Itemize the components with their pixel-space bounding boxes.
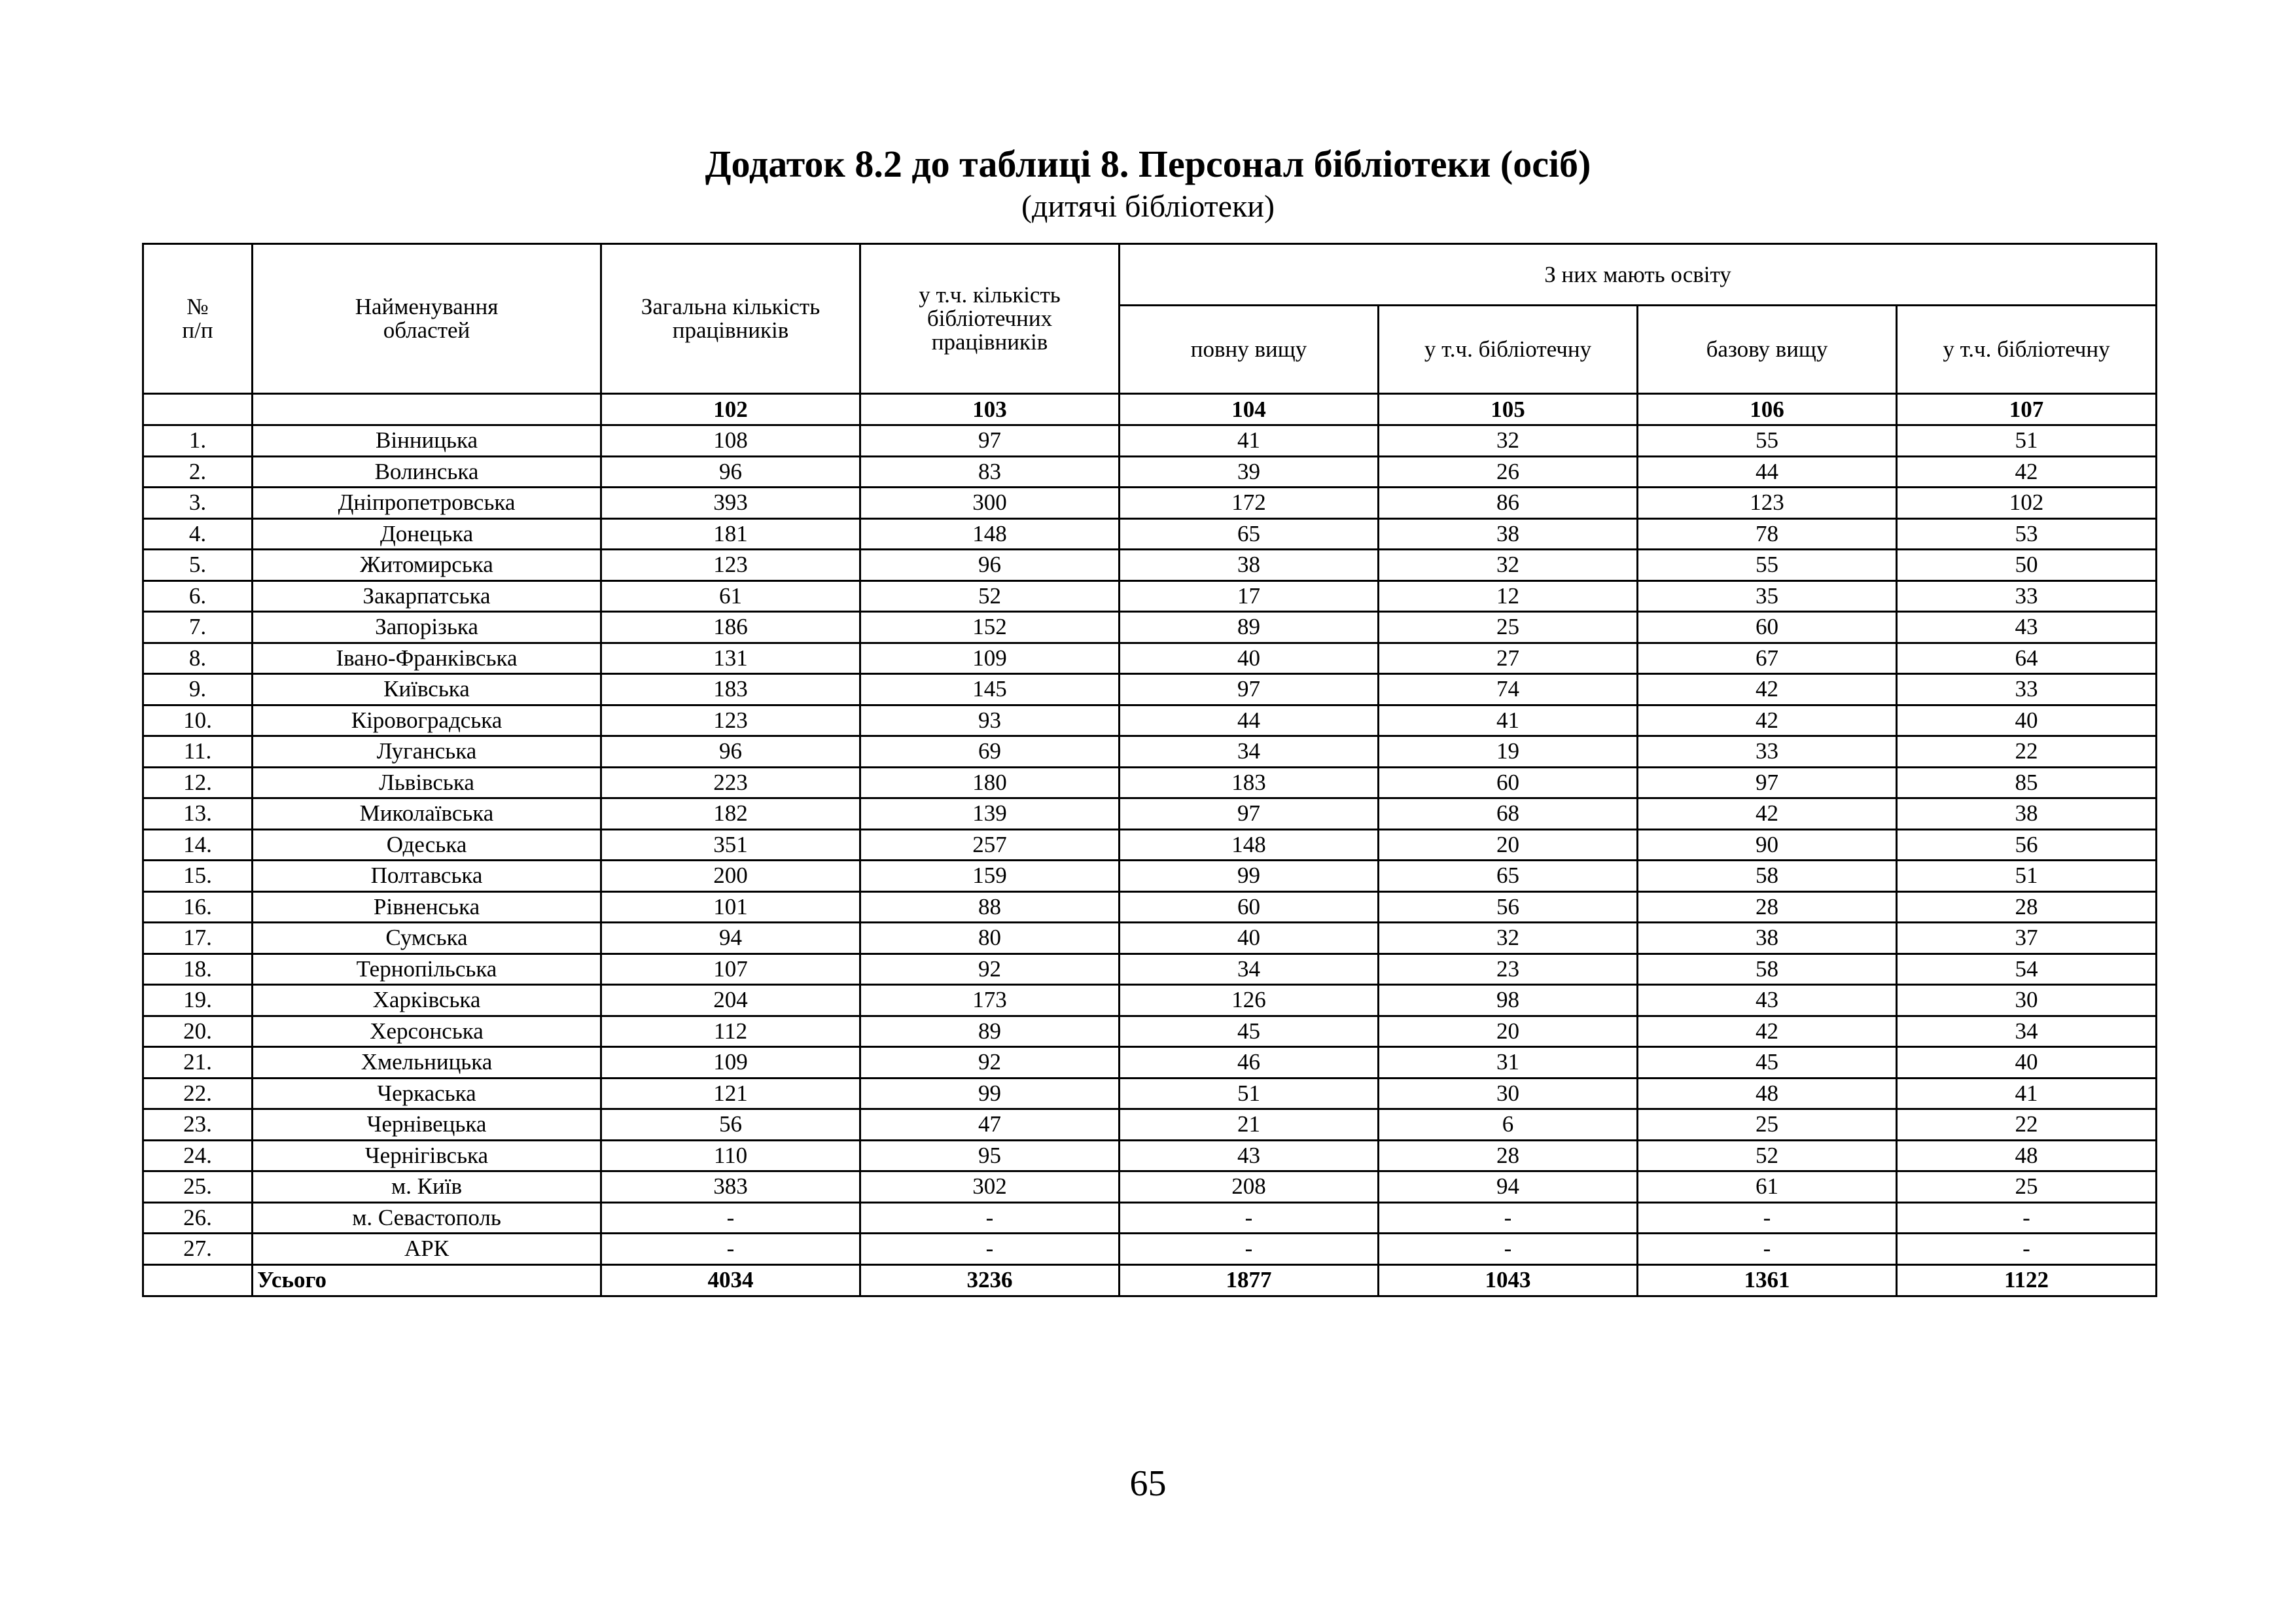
value-cell: 22 [1897, 736, 2157, 768]
table-row [143, 674, 2157, 705]
value-cell: 93 [860, 705, 1120, 736]
table-row [143, 612, 2157, 643]
region-name: Миколаївська [253, 798, 601, 830]
total-value-cell: 1122 [1897, 1264, 2157, 1296]
header-basic-higher: базову вищу [1638, 306, 1897, 394]
value-cell: 96 [601, 456, 860, 488]
value-cell: 80 [860, 923, 1120, 954]
value-cell: 74 [1379, 674, 1638, 705]
value-cell: 22 [1897, 1109, 2157, 1141]
column-code: 105 [1379, 394, 1638, 425]
value-cell: 148 [860, 518, 1120, 550]
page-number: 65 [1129, 1463, 1167, 1504]
value-cell: 92 [860, 1047, 1120, 1079]
header-full-higher: повну вищу [1120, 306, 1379, 394]
value-cell: - [1897, 1234, 2157, 1265]
value-cell: - [1638, 1202, 1897, 1234]
value-cell: 94 [1379, 1171, 1638, 1203]
table-row [143, 488, 2157, 519]
region-name: Черкаська [253, 1078, 601, 1109]
value-cell: 40 [1120, 923, 1379, 954]
row-number: 13. [143, 798, 253, 830]
value-cell: 32 [1379, 550, 1638, 581]
value-cell: 20 [1379, 1016, 1638, 1047]
total-label: Усього [253, 1264, 601, 1296]
value-cell: 223 [601, 767, 860, 798]
total-value-cell: 1877 [1120, 1264, 1379, 1296]
table-row [143, 456, 2157, 488]
value-cell: 88 [860, 891, 1120, 923]
value-cell: 200 [601, 861, 860, 892]
value-cell: 12 [1379, 580, 1638, 612]
value-cell: 64 [1897, 643, 2157, 674]
value-cell: 183 [1120, 767, 1379, 798]
value-cell: 40 [1120, 643, 1379, 674]
header-total-staff [601, 244, 860, 394]
region-name: Київська [253, 674, 601, 705]
value-cell: 69 [860, 736, 1120, 768]
row-number: 22. [143, 1078, 253, 1109]
value-cell: 48 [1638, 1078, 1897, 1109]
column-code: 103 [860, 394, 1120, 425]
header-full-higher-library: у т.ч. бібліотечну [1379, 306, 1638, 394]
table-row [143, 1234, 2157, 1265]
column-code-row [143, 394, 2157, 425]
header-library-staff-line-1: у т.ч. кількість [919, 282, 1061, 308]
table-row [143, 985, 2157, 1016]
region-name: Запорізька [253, 612, 601, 643]
value-cell: 98 [1379, 985, 1638, 1016]
value-cell: 95 [860, 1140, 1120, 1171]
code-cell-blank [253, 394, 601, 425]
value-cell: 19 [1379, 736, 1638, 768]
value-cell: 257 [860, 829, 1120, 861]
value-cell: 181 [601, 518, 860, 550]
region-name: АРК [253, 1234, 601, 1265]
value-cell: - [601, 1234, 860, 1265]
table-row [143, 1171, 2157, 1203]
value-cell: 42 [1897, 456, 2157, 488]
value-cell: 172 [1120, 488, 1379, 519]
value-cell: 183 [601, 674, 860, 705]
value-cell: 35 [1638, 580, 1897, 612]
value-cell: 97 [860, 425, 1120, 457]
row-number: 14. [143, 829, 253, 861]
table-row [143, 891, 2157, 923]
value-cell: 83 [860, 456, 1120, 488]
value-cell: 56 [1379, 891, 1638, 923]
header-num-line-1: № [186, 294, 209, 319]
value-cell: 123 [601, 705, 860, 736]
value-cell: 61 [1638, 1171, 1897, 1203]
value-cell: 96 [601, 736, 860, 768]
value-cell: 44 [1120, 705, 1379, 736]
value-cell: 32 [1379, 923, 1638, 954]
value-cell: 159 [860, 861, 1120, 892]
value-cell: 55 [1638, 550, 1897, 581]
value-cell: 41 [1897, 1078, 2157, 1109]
value-cell: 89 [860, 1016, 1120, 1047]
header-library-staff-line-3: працівників [931, 329, 1048, 355]
region-name: Чернігівська [253, 1140, 601, 1171]
value-cell: 6 [1379, 1109, 1638, 1141]
value-cell: 112 [601, 1016, 860, 1047]
value-cell: 20 [1379, 829, 1638, 861]
row-number: 25. [143, 1171, 253, 1203]
header-education-group: З них мають освіту [1120, 244, 2157, 306]
table-header [143, 244, 2157, 425]
column-code: 104 [1120, 394, 1379, 425]
value-cell: 41 [1379, 705, 1638, 736]
value-cell: - [860, 1202, 1120, 1234]
value-cell: 42 [1638, 705, 1897, 736]
table-row [143, 518, 2157, 550]
value-cell: 38 [1120, 550, 1379, 581]
value-cell: 34 [1897, 1016, 2157, 1047]
value-cell: 58 [1638, 861, 1897, 892]
value-cell: 102 [1897, 488, 2157, 519]
region-name: Сумська [253, 923, 601, 954]
region-name: Хмельницька [253, 1047, 601, 1079]
value-cell: 38 [1897, 798, 2157, 830]
value-cell: 86 [1379, 488, 1638, 519]
region-name: Тернопільська [253, 954, 601, 985]
table-row [143, 643, 2157, 674]
value-cell: 148 [1120, 829, 1379, 861]
value-cell: 97 [1120, 798, 1379, 830]
row-number: 4. [143, 518, 253, 550]
value-cell: 38 [1379, 518, 1638, 550]
value-cell: 48 [1897, 1140, 2157, 1171]
value-cell: 61 [601, 580, 860, 612]
table-row [143, 550, 2157, 581]
value-cell: 28 [1638, 891, 1897, 923]
column-code: 102 [601, 394, 860, 425]
table-row [143, 861, 2157, 892]
value-cell: 31 [1379, 1047, 1638, 1079]
value-cell: 43 [1638, 985, 1897, 1016]
value-cell: 60 [1120, 891, 1379, 923]
value-cell: 145 [860, 674, 1120, 705]
value-cell: 42 [1638, 1016, 1897, 1047]
value-cell: 67 [1638, 643, 1897, 674]
row-number: 3. [143, 488, 253, 519]
value-cell: 180 [860, 767, 1120, 798]
value-cell: 27 [1379, 643, 1638, 674]
value-cell: 123 [1638, 488, 1897, 519]
region-name: Одеська [253, 829, 601, 861]
value-cell: 96 [860, 550, 1120, 581]
value-cell: 92 [860, 954, 1120, 985]
value-cell: 186 [601, 612, 860, 643]
total-value-cell: 1361 [1638, 1264, 1897, 1296]
table-row [143, 798, 2157, 830]
value-cell: 101 [601, 891, 860, 923]
region-name: Харківська [253, 985, 601, 1016]
value-cell: 54 [1897, 954, 2157, 985]
value-cell: 131 [601, 643, 860, 674]
value-cell: 65 [1120, 518, 1379, 550]
total-value-cell: 1043 [1379, 1264, 1638, 1296]
value-cell: 30 [1897, 985, 2157, 1016]
row-number: 17. [143, 923, 253, 954]
region-name: Полтавська [253, 861, 601, 892]
value-cell: 182 [601, 798, 860, 830]
region-name: Чернівецька [253, 1109, 601, 1141]
page-title: Додаток 8.2 до таблиці 8. Персонал бібліотеки (осіб) [705, 143, 1591, 185]
table-row [143, 425, 2157, 457]
region-name: Дніпропетровська [253, 488, 601, 519]
value-cell: 90 [1638, 829, 1897, 861]
value-cell: - [1120, 1234, 1379, 1265]
value-cell: 302 [860, 1171, 1120, 1203]
value-cell: 351 [601, 829, 860, 861]
region-name: Кіровоградська [253, 705, 601, 736]
table-row [143, 736, 2157, 768]
total-row-number-blank [143, 1264, 253, 1296]
page-subtitle: (дитячі бібліотеки) [1021, 189, 1275, 224]
value-cell: 139 [860, 798, 1120, 830]
value-cell: 97 [1638, 767, 1897, 798]
value-cell: 44 [1638, 456, 1897, 488]
value-cell: 60 [1638, 612, 1897, 643]
total-value-cell: 3236 [860, 1264, 1120, 1296]
value-cell: 26 [1379, 456, 1638, 488]
value-cell: 32 [1379, 425, 1638, 457]
value-cell: 51 [1897, 861, 2157, 892]
total-value-cell: 4034 [601, 1264, 860, 1296]
value-cell: 28 [1897, 891, 2157, 923]
value-cell: - [1638, 1234, 1897, 1265]
row-number: 16. [143, 891, 253, 923]
value-cell: 43 [1120, 1140, 1379, 1171]
value-cell: 58 [1638, 954, 1897, 985]
value-cell: 60 [1379, 767, 1638, 798]
header-total-staff-line-1: Загальна кількість [641, 294, 821, 319]
value-cell: 393 [601, 488, 860, 519]
header-library-staff [860, 244, 1120, 394]
value-cell: 42 [1638, 674, 1897, 705]
region-name: Житомирська [253, 550, 601, 581]
value-cell: 50 [1897, 550, 2157, 581]
value-cell: 300 [860, 488, 1120, 519]
value-cell: 34 [1120, 954, 1379, 985]
table-row [143, 1047, 2157, 1079]
row-number: 15. [143, 861, 253, 892]
value-cell: 28 [1379, 1140, 1638, 1171]
value-cell: 56 [1897, 829, 2157, 861]
region-name: Львівська [253, 767, 601, 798]
value-cell: 85 [1897, 767, 2157, 798]
row-number: 6. [143, 580, 253, 612]
value-cell: - [1897, 1202, 2157, 1234]
value-cell: 68 [1379, 798, 1638, 830]
value-cell: 65 [1379, 861, 1638, 892]
value-cell: 109 [601, 1047, 860, 1079]
value-cell: 94 [601, 923, 860, 954]
value-cell: 53 [1897, 518, 2157, 550]
table-row [143, 829, 2157, 861]
value-cell: 152 [860, 612, 1120, 643]
value-cell: - [1379, 1234, 1638, 1265]
value-cell: 56 [601, 1109, 860, 1141]
value-cell: 34 [1120, 736, 1379, 768]
table-row [143, 1078, 2157, 1109]
row-number: 27. [143, 1234, 253, 1265]
value-cell: 89 [1120, 612, 1379, 643]
value-cell: 208 [1120, 1171, 1379, 1203]
value-cell: 173 [860, 985, 1120, 1016]
table-row [143, 1140, 2157, 1171]
value-cell: - [1120, 1202, 1379, 1234]
region-name: Вінницька [253, 425, 601, 457]
row-number: 9. [143, 674, 253, 705]
value-cell: 17 [1120, 580, 1379, 612]
row-number: 10. [143, 705, 253, 736]
value-cell: 23 [1379, 954, 1638, 985]
value-cell: 97 [1120, 674, 1379, 705]
row-number: 18. [143, 954, 253, 985]
row-number: 26. [143, 1202, 253, 1234]
value-cell: 204 [601, 985, 860, 1016]
row-number: 19. [143, 985, 253, 1016]
column-code: 106 [1638, 394, 1897, 425]
value-cell: 123 [601, 550, 860, 581]
value-cell: 126 [1120, 985, 1379, 1016]
value-cell: - [1379, 1202, 1638, 1234]
value-cell: 42 [1638, 798, 1897, 830]
value-cell: 45 [1638, 1047, 1897, 1079]
row-number: 23. [143, 1109, 253, 1141]
code-cell-blank [143, 394, 253, 425]
table-row [143, 767, 2157, 798]
table-row [143, 1202, 2157, 1234]
table-row [143, 580, 2157, 612]
row-number: 1. [143, 425, 253, 457]
header-region-line-2: областей [383, 317, 470, 343]
value-cell: 40 [1897, 705, 2157, 736]
header-basic-higher-library: у т.ч. бібліотечну [1897, 306, 2157, 394]
row-number: 5. [143, 550, 253, 581]
row-number: 21. [143, 1047, 253, 1079]
value-cell: 41 [1120, 425, 1379, 457]
header-library-staff-line-2: бібліотечних [927, 306, 1053, 331]
value-cell: 99 [860, 1078, 1120, 1109]
region-name: Херсонська [253, 1016, 601, 1047]
region-name: Донецька [253, 518, 601, 550]
header-region-line-1: Найменування [355, 294, 499, 319]
region-name: Луганська [253, 736, 601, 768]
value-cell: 108 [601, 425, 860, 457]
value-cell: 30 [1379, 1078, 1638, 1109]
value-cell: 33 [1638, 736, 1897, 768]
table-row [143, 1016, 2157, 1047]
value-cell: 39 [1120, 456, 1379, 488]
value-cell: 51 [1120, 1078, 1379, 1109]
table-row [143, 1109, 2157, 1141]
value-cell: 78 [1638, 518, 1897, 550]
header-region [253, 244, 601, 394]
region-name: м. Київ [253, 1171, 601, 1203]
row-number: 12. [143, 767, 253, 798]
column-code: 107 [1897, 394, 2157, 425]
value-cell: 33 [1897, 674, 2157, 705]
region-name: Закарпатська [253, 580, 601, 612]
value-cell: 46 [1120, 1047, 1379, 1079]
value-cell: 52 [860, 580, 1120, 612]
value-cell: - [860, 1234, 1120, 1265]
row-number: 2. [143, 456, 253, 488]
header-num-line-2: п/п [182, 317, 213, 343]
value-cell: 43 [1897, 612, 2157, 643]
value-cell: - [601, 1202, 860, 1234]
value-cell: 55 [1638, 425, 1897, 457]
value-cell: 45 [1120, 1016, 1379, 1047]
region-name: Рівненська [253, 891, 601, 923]
row-number: 20. [143, 1016, 253, 1047]
value-cell: 47 [860, 1109, 1120, 1141]
value-cell: 99 [1120, 861, 1379, 892]
value-cell: 110 [601, 1140, 860, 1171]
value-cell: 52 [1638, 1140, 1897, 1171]
value-cell: 121 [601, 1078, 860, 1109]
row-number: 7. [143, 612, 253, 643]
value-cell: 25 [1638, 1109, 1897, 1141]
value-cell: 109 [860, 643, 1120, 674]
value-cell: 38 [1638, 923, 1897, 954]
table-body [143, 425, 2157, 1296]
value-cell: 25 [1897, 1171, 2157, 1203]
staff-table [142, 243, 2157, 1297]
value-cell: 107 [601, 954, 860, 985]
table-row [143, 954, 2157, 985]
header-num [143, 244, 253, 394]
table-row [143, 923, 2157, 954]
region-name: Івано-Франківська [253, 643, 601, 674]
value-cell: 40 [1897, 1047, 2157, 1079]
header-total-staff-line-2: працівників [672, 317, 789, 343]
value-cell: 383 [601, 1171, 860, 1203]
value-cell: 21 [1120, 1109, 1379, 1141]
value-cell: 33 [1897, 580, 2157, 612]
table-row [143, 705, 2157, 736]
row-number: 8. [143, 643, 253, 674]
row-number: 24. [143, 1140, 253, 1171]
region-name: Волинська [253, 456, 601, 488]
total-row [143, 1264, 2157, 1296]
row-number: 11. [143, 736, 253, 768]
region-name: м. Севастополь [253, 1202, 601, 1234]
value-cell: 51 [1897, 425, 2157, 457]
value-cell: 37 [1897, 923, 2157, 954]
value-cell: 25 [1379, 612, 1638, 643]
